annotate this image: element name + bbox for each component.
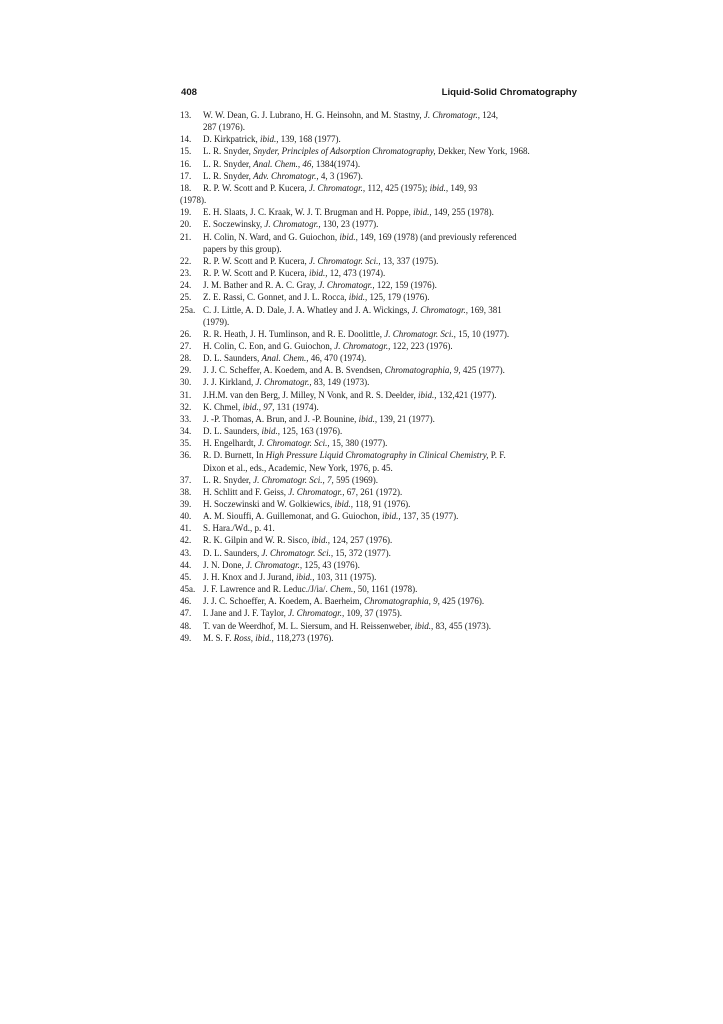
reference-number: 23. — [180, 268, 192, 279]
reference-segment: 67, 261 (1972). — [344, 486, 403, 497]
reference-number: 45a. — [180, 584, 196, 595]
reference-entry — [180, 133, 580, 145]
reference-line — [203, 437, 580, 449]
reference-text — [203, 376, 580, 388]
reference-segment: Z. E. Rassi, C. Gonnet, and J. L. Rocca, — [203, 292, 349, 303]
reference-line — [203, 255, 580, 267]
reference-text — [203, 328, 580, 340]
reference-line — [203, 267, 580, 279]
reference-segment: 15, 372 (1977). — [333, 547, 391, 558]
reference-segment: 118, 91 (1976). — [353, 499, 411, 509]
journal-title: High Pressure Liquid Chromatography in Clinical Chemistry, — [265, 450, 489, 461]
journal-title: ibid., 97, — [242, 401, 275, 412]
reference-number: 19. — [180, 207, 192, 218]
journal-title: ibid., — [309, 268, 328, 279]
reference-entry — [180, 304, 580, 328]
reference-line — [203, 620, 580, 632]
reference-number: 46. — [180, 596, 192, 607]
reference-segment: 130, 23 (1977). — [320, 219, 379, 230]
reference-entry — [180, 559, 580, 571]
reference-line — [203, 534, 580, 546]
reference-line — [203, 474, 580, 486]
reference-text — [203, 486, 580, 498]
reference-line — [203, 328, 580, 340]
journal-title: J. Chromatogr. Sci., — [257, 438, 330, 449]
reference-line — [203, 607, 580, 619]
running-title: Liquid-Solid Chromatography — [441, 87, 577, 98]
reference-segment: 50, 1161 (1978). — [355, 584, 418, 595]
reference-line — [203, 595, 580, 607]
reference-number: 27. — [180, 340, 192, 351]
reference-segment: 125, 163 (1976). — [280, 426, 343, 437]
reference-segment: 124, — [480, 110, 498, 120]
reference-line — [203, 304, 580, 316]
reference-text — [203, 498, 580, 510]
journal-title: J. Chromatogr., — [288, 486, 345, 497]
journal-title: ibid., — [418, 389, 437, 400]
reference-text — [203, 413, 580, 425]
reference-line — [203, 389, 580, 401]
reference-segment: 149, 169 (1978) (and previously referenced — [357, 231, 517, 242]
journal-title: ibid., — [261, 426, 281, 437]
reference-segment: 1384(1974). — [313, 158, 361, 169]
reference-entry — [180, 255, 580, 267]
reference-segment: 46, 470 (1974). — [308, 353, 367, 364]
reference-segment: 83, 149 (1973). — [311, 377, 370, 388]
journal-title: J. Chromatogr., — [318, 280, 375, 291]
reference-text — [203, 218, 580, 230]
journal-title: Anal. Chem., 46, — [253, 158, 314, 169]
reference-number: 26. — [180, 328, 192, 339]
reference-text — [203, 206, 580, 218]
reference-segment: R. K. Gilpin and W. R. Sisco, — [203, 535, 312, 546]
reference-segment: 15, 10 (1977). — [455, 328, 510, 339]
reference-line — [203, 559, 580, 571]
reference-text — [203, 559, 580, 571]
reference-text — [203, 534, 580, 546]
reference-segment: 13, 337 (1975). — [380, 255, 439, 266]
reference-segment: 425 (1976). — [439, 596, 485, 607]
reference-segment: 112, 425 (1975); — [365, 182, 430, 193]
journal-title: Chem., — [330, 584, 356, 595]
reference-segment: (1978). — [180, 195, 207, 206]
reference-number: 20. — [180, 219, 192, 230]
journal-title: J. Chromatogr., — [246, 559, 303, 570]
reference-segment: D. L. Saunders, — [203, 426, 262, 437]
reference-segment: J.H.M. van den Berg, J. Milley, N Vonk, and R. S. Deelder, — [203, 389, 419, 400]
reference-line — [203, 158, 580, 170]
reference-segment: 103, 311 (1975). — [314, 571, 377, 582]
reference-line — [203, 376, 580, 388]
reference-entry — [180, 376, 580, 388]
reference-line — [203, 510, 580, 522]
reference-entry — [180, 425, 580, 437]
journal-title: ibid., — [413, 207, 432, 218]
reference-line — [203, 364, 580, 376]
journal-title: J. Chromatogr. Sci., — [309, 255, 381, 266]
reference-number: 33. — [180, 413, 192, 424]
reference-segment: 425 (1977). — [460, 365, 505, 376]
reference-entry — [180, 632, 580, 644]
reference-segment: R. R. Heath, J. H. Tumlinson, and R. E. Doolittle, — [203, 328, 385, 339]
reference-line — [203, 425, 580, 437]
reference-entry — [180, 206, 580, 218]
reference-segment: J. J. C. Scheffer, A. Koedem, and A. B. Svendsen, — [203, 365, 385, 376]
reference-segment: P. F. — [488, 450, 506, 461]
reference-segment: J. M. Bather and R. A. C. Gray, — [203, 280, 319, 291]
reference-segment: 287 (1976). — [203, 122, 245, 133]
reference-segment: D. L. Saunders, — [203, 353, 262, 364]
reference-segment: M. S. F. — [203, 632, 234, 643]
reference-segment: 109, 37 (1975). — [344, 608, 403, 619]
reference-number: 30. — [180, 377, 192, 388]
reference-text — [203, 304, 580, 328]
page-number: 408 — [181, 87, 198, 98]
reference-segment: J. -P. Thomas, A. Brun, and J. -P. Bounine, — [203, 413, 359, 424]
reference-number: 34. — [180, 426, 192, 437]
reference-entry — [180, 389, 580, 401]
reference-segment: 4, 3 (1967). — [318, 170, 363, 181]
reference-segment: 15, 380 (1977). — [329, 438, 388, 449]
reference-number: 49. — [180, 632, 192, 643]
reference-entry — [180, 401, 580, 413]
reference-segment: J. J. C. Schoeffer, A. Koedem, A. Baerheim, — [203, 596, 364, 607]
reference-number: 14. — [180, 134, 192, 145]
journal-title: ibid., — [414, 620, 434, 631]
reference-text — [203, 425, 580, 437]
reference-line — [180, 194, 580, 206]
reference-segment: L. R. Snyder, — [203, 158, 254, 169]
page-header — [181, 87, 577, 101]
reference-number: 18. — [180, 182, 192, 193]
reference-segment: 124, 257 (1976). — [330, 535, 393, 546]
reference-segment: 137, 35 (1977). — [400, 511, 459, 522]
reference-entry — [180, 218, 580, 230]
reference-entry — [180, 607, 580, 619]
reference-segment: J. F. Lawrence and R. Leduc./J/ia/. — [203, 584, 330, 595]
reference-number: 36. — [180, 450, 192, 461]
reference-text — [203, 291, 580, 303]
reference-segment: H. Schlitt and F. Geiss, — [203, 486, 289, 497]
reference-line — [203, 243, 580, 255]
reference-segment: D. Kirkpatrick, — [203, 134, 260, 145]
reference-number: 41. — [180, 523, 192, 534]
reference-text — [203, 340, 580, 352]
reference-segment: 149, 255 (1978). — [431, 207, 494, 218]
reference-line — [203, 279, 580, 291]
reference-text — [203, 231, 580, 255]
reference-number: 39. — [180, 499, 192, 509]
journal-title: J. Chromatogr. Sci., — [261, 547, 334, 558]
reference-segment: 169, 381 — [467, 304, 502, 315]
reference-line — [203, 449, 580, 461]
reference-text — [203, 571, 580, 583]
reference-number: 47. — [180, 608, 192, 619]
reference-text — [203, 279, 580, 291]
reference-number: 17. — [180, 170, 192, 181]
reference-segment: E. Soczewinsky, — [203, 219, 265, 230]
journal-title: Adv. Chromatogr., — [253, 170, 319, 181]
reference-segment: S. Hara./Wd., p. 41. — [203, 523, 275, 534]
reference-entry — [180, 620, 580, 632]
reference-number: 44. — [180, 559, 192, 570]
reference-segment: K. Chmel, — [203, 401, 243, 412]
reference-entry — [180, 352, 580, 364]
reference-number: 13. — [180, 110, 192, 120]
reference-entry — [180, 182, 580, 206]
reference-entry — [180, 474, 580, 486]
reference-line — [203, 571, 580, 583]
reference-segment: R. D. Burnett, In — [203, 450, 266, 461]
reference-segment: 139, 168 (1977). — [278, 134, 341, 145]
journal-title: J. Chromatogr., — [255, 377, 312, 388]
reference-number: 38. — [180, 486, 192, 497]
reference-line — [203, 547, 580, 559]
reference-entry — [180, 413, 580, 425]
reference-line — [203, 218, 580, 230]
reference-segment: R. P. W. Scott and P. Kucera, — [203, 268, 310, 279]
journal-title: ibid., — [358, 413, 378, 424]
reference-number: 25. — [180, 292, 192, 303]
reference-text — [203, 389, 580, 401]
reference-number: 22. — [180, 255, 192, 266]
reference-entry — [180, 170, 580, 182]
reference-segment: 12, 473 (1974). — [327, 268, 386, 279]
reference-number: 43. — [180, 547, 192, 558]
journal-title: Chromatographia, 9, — [363, 596, 440, 607]
reference-segment: L. R. Snyder, — [203, 170, 254, 181]
reference-line — [203, 206, 580, 218]
reference-line — [203, 413, 580, 425]
reference-entry — [180, 267, 580, 279]
reference-number: 21. — [180, 231, 192, 242]
reference-line — [203, 291, 580, 303]
reference-number: 16. — [180, 158, 192, 169]
reference-line — [203, 498, 580, 510]
reference-segment: 595 (1969). — [333, 474, 379, 485]
reference-segment: J. N. Done, — [203, 559, 246, 570]
reference-segment: R. P. W. Scott and P. Kucera, — [203, 255, 310, 266]
journal-title: ibid., — [311, 535, 331, 546]
journal-title: ibid., — [339, 231, 358, 242]
reference-segment: H. Soczewinski and W. Golkiewics, — [203, 499, 335, 509]
reference-text — [203, 267, 580, 279]
journal-title: J. Chromatogr., — [288, 608, 345, 619]
reference-segment: 132,421 (1977). — [436, 389, 497, 400]
reference-number: 45. — [180, 571, 192, 582]
reference-line — [203, 170, 580, 182]
reference-number: 48. — [180, 620, 192, 631]
reference-text — [203, 522, 580, 534]
reference-text — [203, 595, 580, 607]
reference-segment: A. M. Siouffi, A. Guillemonat, and G. Guiochon, — [203, 511, 383, 522]
journal-title: ibid., — [348, 292, 368, 303]
reference-number: 35. — [180, 438, 192, 449]
reference-text — [203, 352, 580, 364]
reference-line — [203, 182, 580, 194]
reference-number: 28. — [180, 353, 192, 364]
reference-number: 25a. — [180, 304, 196, 315]
reference-entry — [180, 231, 580, 255]
reference-line — [203, 133, 580, 145]
reference-segment: 118,273 (1976). — [273, 632, 334, 643]
reference-entry — [180, 498, 580, 510]
reference-entry — [180, 595, 580, 607]
journal-title: ibid., — [296, 571, 315, 582]
reference-entry — [180, 547, 580, 559]
reference-segment: 122, 159 (1976). — [374, 280, 437, 291]
reference-entry — [180, 534, 580, 546]
reference-entry — [180, 364, 580, 376]
reference-list — [180, 109, 580, 644]
reference-segment: Dixon et al., eds., Academic, New York, 1976, p. 45. — [203, 462, 393, 473]
reference-entry — [180, 522, 580, 534]
reference-text — [203, 583, 580, 595]
reference-segment: C. J. Little, A. D. Dale, J. A. Whatley and J. A. Wickings, — [203, 304, 412, 315]
journal-title: J. Chromatogr. Sci., — [384, 328, 456, 339]
reference-segment: T. van de Weerdhof, M. L. Siersum, and H. Reissenweber, — [203, 620, 415, 631]
reference-segment: papers by this group). — [203, 243, 282, 254]
reference-line — [203, 316, 580, 328]
reference-line — [203, 522, 580, 534]
reference-text — [203, 632, 580, 644]
journal-title: J. Chromatogr., — [411, 304, 468, 315]
reference-segment: 139, 21 (1977). — [377, 413, 435, 424]
journal-title: J. Chromatogr., — [423, 110, 480, 120]
reference-line — [203, 462, 580, 474]
reference-segment: L. R. Snyder, — [203, 474, 254, 485]
reference-text — [203, 145, 580, 157]
journal-title: J. Chromatogr. Sci., 7, — [253, 474, 334, 485]
reference-segment: (1979). — [203, 316, 230, 327]
reference-text — [203, 547, 580, 559]
journal-title: ibid., — [334, 499, 353, 509]
reference-text — [203, 109, 580, 133]
reference-line — [203, 401, 580, 413]
reference-segment: 83, 455 (1973). — [433, 620, 492, 631]
reference-entry — [180, 510, 580, 522]
reference-segment: J. J. Kirkland, — [203, 377, 256, 388]
reference-segment: W. W. Dean, G. J. Lubrano, H. G. Heinsohn, and M. Stastny, — [203, 110, 424, 120]
reference-segment: 131 (1974). — [274, 401, 319, 412]
reference-text — [203, 364, 580, 376]
reference-line — [203, 583, 580, 595]
reference-number: 24. — [180, 280, 192, 291]
reference-number: 40. — [180, 511, 192, 522]
reference-segment: D. L. Saunders, — [203, 547, 262, 558]
reference-segment: Dekker, New York, 1968. — [435, 146, 530, 157]
reference-entry — [180, 583, 580, 595]
reference-segment: H. Colin, N. Ward, and G. Guiochon, — [203, 231, 340, 242]
reference-segment: 125, 43 (1976). — [302, 559, 360, 570]
reference-number: 37. — [180, 474, 192, 485]
reference-line — [203, 352, 580, 364]
reference-text — [203, 437, 580, 449]
journal-title: Anal. Chem., — [261, 353, 309, 364]
reference-line — [203, 486, 580, 498]
reference-segment: 122, 223 (1976). — [390, 340, 453, 351]
reference-entry — [180, 571, 580, 583]
reference-line — [203, 340, 580, 352]
journal-title: ibid., — [259, 134, 279, 145]
reference-number: 31. — [180, 389, 192, 400]
reference-text — [203, 449, 580, 473]
reference-text — [203, 133, 580, 145]
reference-text — [203, 158, 580, 170]
reference-segment: 149, 93 — [448, 182, 478, 193]
reference-text — [203, 401, 580, 413]
reference-entry — [180, 279, 580, 291]
reference-line — [203, 109, 580, 121]
reference-text — [203, 170, 580, 182]
reference-line — [203, 145, 580, 157]
reference-entry — [180, 109, 580, 133]
journal-title: J. Chromatogr., — [334, 340, 391, 351]
reference-segment: H. Engelhardt, — [203, 438, 258, 449]
reference-number: 15. — [180, 146, 192, 157]
journal-title: ibid., — [382, 511, 401, 522]
reference-segment: L. R. Snyder, — [203, 146, 254, 157]
journal-title: Snyder, Principles of Adsorption Chromatography, — [253, 146, 436, 157]
journal-title: ibid., — [429, 182, 449, 193]
reference-entry — [180, 340, 580, 352]
journal-title: Chromatographia, 9, — [384, 365, 461, 376]
reference-entry — [180, 158, 580, 170]
reference-line — [203, 121, 580, 133]
reference-text — [203, 255, 580, 267]
reference-segment: 125, 179 (1976). — [367, 292, 430, 303]
reference-line — [203, 632, 580, 644]
reference-number: 42. — [180, 535, 192, 546]
reference-text — [203, 607, 580, 619]
reference-segment: J. H. Knox and J. Jurand, — [203, 571, 296, 582]
reference-entry — [180, 486, 580, 498]
journal-title: Ross, ibid., — [233, 632, 274, 643]
reference-entry — [180, 437, 580, 449]
reference-segment: H. Colin, C. Eon, and G. Guiochon, — [203, 340, 335, 351]
journal-title: J. Chromatogr., — [309, 182, 366, 193]
reference-line — [203, 231, 580, 243]
reference-text — [203, 510, 580, 522]
reference-text — [203, 474, 580, 486]
reference-entry — [180, 291, 580, 303]
reference-text — [203, 620, 580, 632]
reference-entry — [180, 449, 580, 473]
reference-segment: E. H. Slaats, J. C. Kraak, W. J. T. Brugman and H. Poppe, — [203, 207, 414, 218]
reference-segment: R. P. W. Scott and P. Kucera, — [203, 182, 310, 193]
reference-entry — [180, 145, 580, 157]
reference-segment: I. Jane and J. F. Taylor, — [203, 608, 289, 619]
reference-number: 32. — [180, 401, 192, 412]
reference-number: 29. — [180, 365, 192, 376]
reference-entry — [180, 328, 580, 340]
journal-title: J. Chromatogr., — [264, 219, 321, 230]
